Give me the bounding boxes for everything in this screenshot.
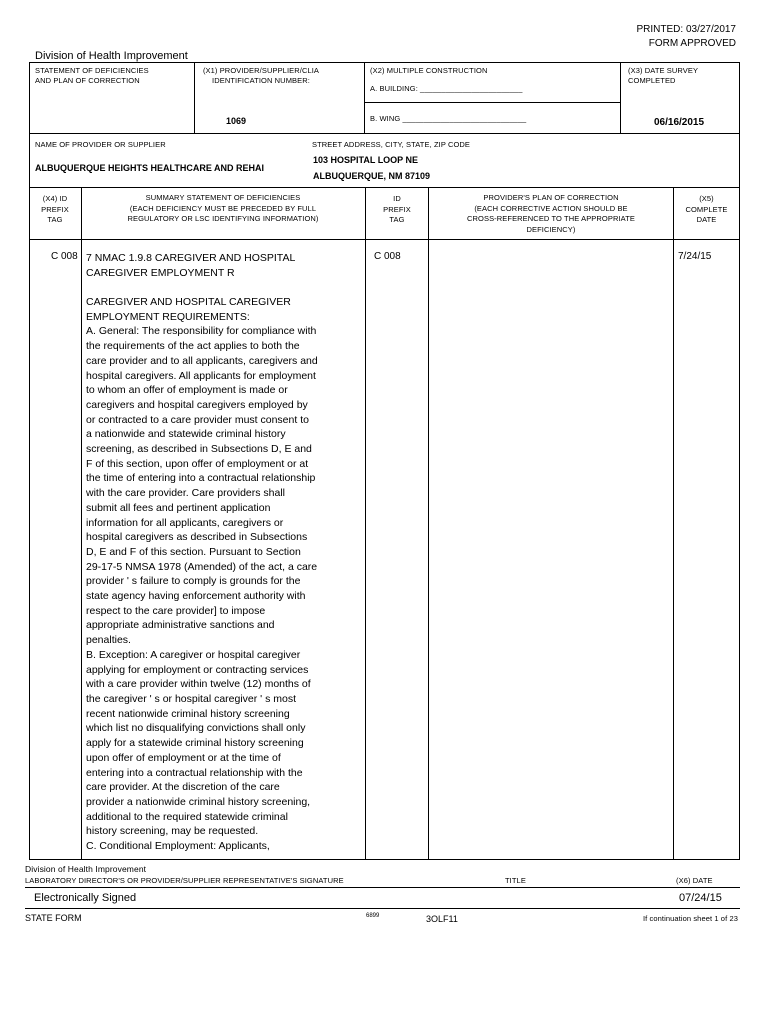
title-label: TITLE bbox=[505, 876, 526, 885]
deficiency-body: CAREGIVER AND HOSPITAL CAREGIVER EMPLOYMENT REQUIREMENTS: A. General: The responsibility for compliance with the requirements of the act applies to both the care provider and to all applicants, caregivers and hospital caregivers. All applicants for employment to whom an offer of employment is made or caregivers and hospital caregivers employed by or contracted to a care provider must consent to a nationwide and statewide criminal history screening, as described in Subsections D, E and F of this section, upon offer of employment or at the time of entering into a contractual relationship with the care provider. Care providers shall submit all fees and pertinent application information for all applicants, caregivers or hospital caregivers as described in Subsections D, E and F of this section. Pursuant to Section 29-17-5 NMSA 1978 (Amended) of the act, a care provider ' s failure to comply is grounds for the state agency having enforcement authority with respect to the care provider] to impose appropriate administrative sanctions and penalties. B. Exception: A caregiver or hospital caregiver applying for employment or contracting services with a care provider within twelve (12) months of the caregiver ' s or hospital caregiver ' s most recent nationwide criminal history screening which list no disqualifying convictions shall only apply for a statewide criminal history screening upon offer of employment or at the time of entering into a contractual relationship with the care provider. At the discretion of the care provider a nationwide criminal history screening, additional to the required statewide criminal history screening, may be requested. C. Conditional Employment: Applicants, bbox=[86, 296, 318, 853]
form-approved: FORM APPROVED bbox=[648, 38, 736, 49]
tag-left: C 008 bbox=[51, 251, 78, 262]
address-label: STREET ADDRESS, CITY, STATE, ZIP CODE bbox=[312, 140, 471, 149]
deficiency-title: 7 NMAC 1.9.8 CAREGIVER AND HOSPITAL CAREGIVER EMPLOYMENT R bbox=[86, 252, 296, 279]
complete-date: 7/24/15 bbox=[678, 251, 712, 262]
statement-label: STATEMENT OF DEFICIENCIES AND PLAN OF CORRECTION bbox=[35, 66, 149, 85]
provider-name: ALBUQUERQUE HEIGHTS HEALTHCARE AND REHAI bbox=[35, 163, 265, 173]
plan-header: PROVIDER'S PLAN OF CORRECTION (EACH CORRECTIVE ACTION SHOULD BE CROSS-REFERENCED TO THE APPROPRIATE DEFICIENCY) bbox=[467, 193, 635, 234]
signature-value: Electronically Signed bbox=[34, 892, 137, 904]
building-label: A. BUILDING: ________________________ bbox=[370, 84, 523, 93]
continuation-sheet: If continuation sheet 1 of 23 bbox=[642, 914, 738, 923]
x3-label: (X3) DATE SURVEY COMPLETED bbox=[628, 66, 699, 85]
x1-value: 1069 bbox=[226, 116, 247, 126]
address-line1: 103 HOSPITAL LOOP NE bbox=[313, 155, 419, 165]
summary-header: SUMMARY STATEMENT OF DEFICIENCIES (EACH DEFICIENCY MUST BE PRECEDED BY FULL REGULATORY OR LSC IDENTIFYING INFORMATION) bbox=[127, 193, 319, 223]
x1-label: (X1) PROVIDER/SUPPLIER/CLIA IDENTIFICATION NUMBER: bbox=[202, 66, 320, 85]
x3-value: 06/16/2015 bbox=[654, 117, 705, 128]
signature-label: LABORATORY DIRECTOR'S OR PROVIDER/SUPPLIER REPRESENTATIVE'S SIGNATURE bbox=[25, 876, 344, 885]
x6-date-label: (X6) DATE bbox=[676, 876, 713, 885]
x2-label: (X2) MULTIPLE CONSTRUCTION bbox=[370, 66, 488, 75]
printed-date: PRINTED: 03/27/2017 bbox=[636, 24, 736, 35]
provider-name-label: NAME OF PROVIDER OR SUPPLIER bbox=[35, 140, 166, 149]
address-line2: ALBUQUERQUE, NM 87109 bbox=[313, 171, 431, 181]
id-prefix-header: ID PREFIX TAG bbox=[383, 194, 411, 224]
form-code: 6899 bbox=[366, 913, 380, 919]
state-form-label: STATE FORM bbox=[25, 913, 82, 923]
signed-date: 07/24/15 bbox=[679, 892, 722, 904]
wing-label: B. WING _____________________________ bbox=[370, 114, 527, 123]
tag-right: C 008 bbox=[374, 251, 401, 262]
event-id: 3OLF11 bbox=[426, 914, 458, 924]
x5-header: (X5) COMPLETE DATE bbox=[685, 194, 728, 224]
footer-agency: Division of Health Improvement bbox=[25, 864, 147, 874]
x4-id-header: (X4) ID PREFIX TAG bbox=[41, 194, 69, 224]
agency-name: Division of Health Improvement bbox=[35, 50, 188, 62]
